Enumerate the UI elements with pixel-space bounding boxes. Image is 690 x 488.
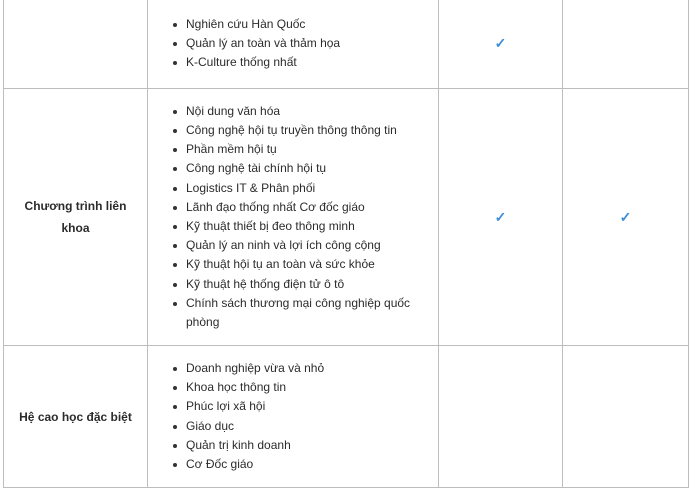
- majors-list: [148, 359, 438, 474]
- list-item: Kỹ thuật thiết bị đeo thông minh: [186, 217, 438, 236]
- list-item: Cơ Đốc giáo: [186, 455, 438, 474]
- table-row: [4, 346, 689, 488]
- list-item: Chính sách thương mại công nghiệp quốc phòng: [186, 294, 438, 332]
- majors-list: [148, 102, 438, 332]
- list-item: Công nghệ tài chính hội tụ: [186, 159, 438, 178]
- list-item: Quản lý an toàn và thảm họa: [186, 34, 438, 53]
- empty-cell: [563, 346, 689, 488]
- check-icon: ✓: [563, 89, 689, 346]
- list-item: Phần mềm hội tụ: [186, 140, 438, 159]
- list-item: Nghiên cứu Hàn Quốc: [186, 15, 438, 34]
- list-item: Công nghệ hội tụ truyền thông thông tin: [186, 121, 438, 140]
- majors-list: [148, 15, 438, 73]
- empty-cell: [439, 346, 563, 488]
- check-icon: ✓: [439, 0, 563, 89]
- category-cell: [4, 0, 148, 89]
- check-icon: ✓: [439, 89, 563, 346]
- programs-table: [3, 0, 689, 488]
- list-item: Khoa học thông tin: [186, 378, 438, 397]
- list-item: Nội dung văn hóa: [186, 102, 438, 121]
- majors-cell: [148, 346, 439, 488]
- list-item: K-Culture thống nhất: [186, 53, 438, 72]
- list-item: Logistics IT & Phân phối: [186, 179, 438, 198]
- category-cell: Hệ cao học đặc biệt: [4, 346, 148, 488]
- list-item: Quản trị kinh doanh: [186, 436, 438, 455]
- list-item: Lãnh đạo thống nhất Cơ đốc giáo: [186, 198, 438, 217]
- list-item: Kỹ thuật hội tụ an toàn và sức khỏe: [186, 255, 438, 274]
- list-item: Quản lý an ninh và lợi ích công cộng: [186, 236, 438, 255]
- majors-cell: [148, 89, 439, 346]
- list-item: Doanh nghiệp vừa và nhỏ: [186, 359, 438, 378]
- list-item: Kỹ thuật hệ thống điện tử ô tô: [186, 275, 438, 294]
- table-row: [4, 89, 689, 346]
- list-item: Giáo dục: [186, 417, 438, 436]
- category-cell: Chương trình liên khoa: [4, 89, 148, 346]
- list-item: Phúc lợi xã hội: [186, 397, 438, 416]
- empty-cell: [563, 0, 689, 89]
- table-row: [4, 0, 689, 89]
- majors-cell: [148, 0, 439, 89]
